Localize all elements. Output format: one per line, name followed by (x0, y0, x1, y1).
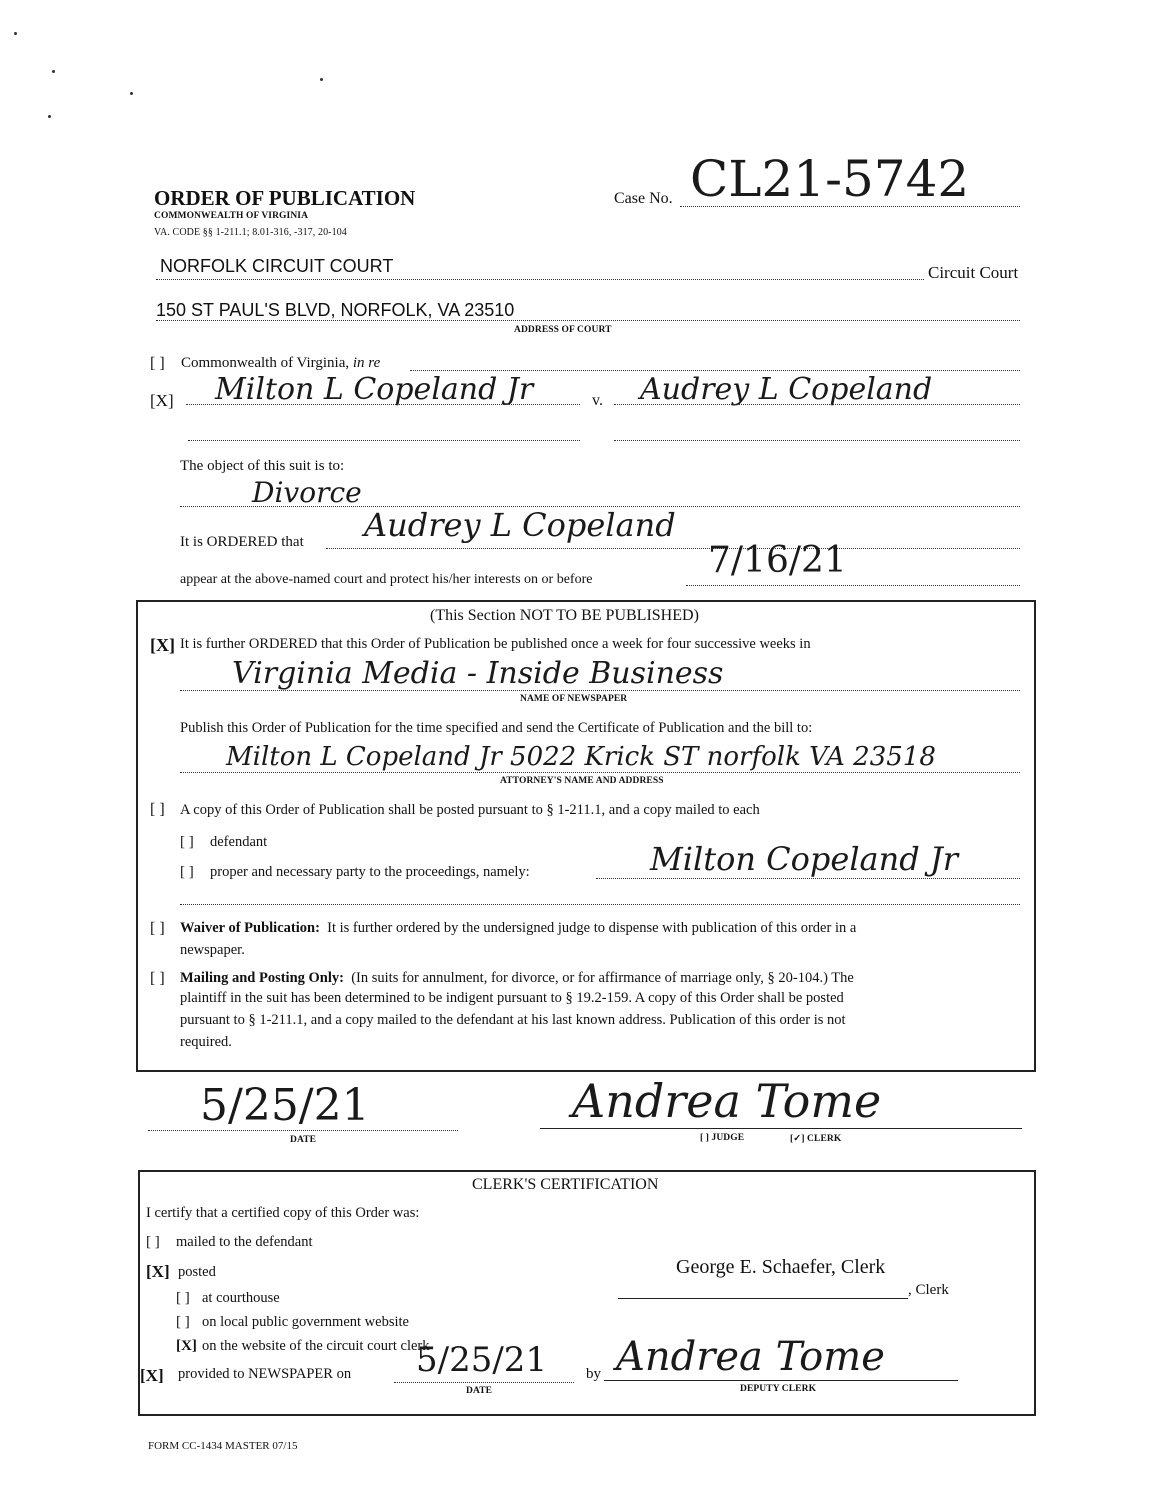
posted-mailed-checkbox[interactable]: [ ] (150, 801, 165, 818)
certification-intro: I certify that a certified copy of this Order was: (146, 1205, 420, 1221)
form-title: ORDER OF PUBLICATION (154, 186, 416, 210)
plaintiff-name: Milton L Copeland Jr (215, 372, 534, 407)
mailing-text-2: plaintiff in the suit has been determined to be indigent pursuant to § 19.2-159. A copy of this Order shall be posted (180, 990, 844, 1006)
gov-website-checkbox[interactable]: [ ] (176, 1314, 190, 1330)
courthouse-text: at courthouse (202, 1290, 280, 1306)
proper-party-name: Milton Copeland Jr (650, 840, 959, 878)
circuit-court-suffix: Circuit Court (928, 263, 1019, 282)
ordered-party-line (326, 548, 1020, 549)
clerk-name-line (618, 1298, 908, 1299)
object-label: The object of this suit is to: (180, 458, 345, 474)
mailed-checkbox[interactable]: [ ] (146, 1234, 160, 1250)
plaintiff-line-2 (188, 440, 580, 441)
circuit-website-text: on the website of the circuit court clerk (202, 1338, 430, 1354)
attorney-line (180, 772, 1020, 773)
defendant-line-2 (614, 440, 1020, 441)
waiver-text: It is further ordered by the undersigned judge to dispense with publication of this order in a (327, 920, 857, 936)
case-number: CL21-5742 (690, 150, 970, 208)
certification-heading: CLERK'S CERTIFICATION (472, 1176, 659, 1193)
scan-speck (130, 92, 133, 95)
mailing-text-4: required. (180, 1034, 232, 1050)
waiver-bold: Waiver of Publication: (180, 920, 320, 936)
court-address: 150 ST PAUL'S BLVD, NORFOLK, VA 23510 (156, 300, 515, 320)
newspaper-provided-checkbox[interactable]: [X] (140, 1366, 164, 1385)
object-value: Divorce (252, 476, 362, 509)
circuit-website-checkbox[interactable]: [X] (176, 1338, 197, 1354)
signature-line (540, 1128, 1022, 1129)
newspaper-label: NAME OF NEWSPAPER (520, 694, 628, 704)
form-number: FORM CC-1434 MASTER 07/15 (148, 1440, 298, 1452)
case-number-label: Case No. (614, 190, 673, 207)
va-code: VA. CODE §§ 1-211.1; 8.01-316, -317, 20-104 (154, 227, 347, 238)
defendant-line (614, 404, 1020, 405)
gov-website-text: on local public government website (202, 1314, 409, 1330)
deputy-signature-line (604, 1380, 958, 1381)
scan-speck (48, 115, 51, 118)
mailed-text: mailed to the defendant (176, 1234, 313, 1250)
scan-speck (14, 32, 17, 35)
newspaper-provided-date: 5/25/21 (416, 1340, 548, 1380)
in-re-label: in re (352, 355, 381, 371)
appear-date: 7/16/21 (708, 540, 847, 581)
newspaper-name: Virginia Media - Inside Business (232, 656, 724, 691)
waiver-line-1 (180, 920, 856, 937)
by-label: by (586, 1366, 601, 1382)
court-name-line (156, 279, 924, 280)
commonwealth-label: COMMONWEALTH OF VIRGINIA (154, 211, 309, 221)
appear-date-line (686, 585, 1020, 586)
attorney-name-address: Milton L Copeland Jr 5022 Krick ST norfolk VA 23518 (226, 742, 936, 772)
mailing-text-3: pursuant to § 1-211.1, and a copy mailed to the defendant at his last known address. Publication of this order is not (180, 1012, 846, 1028)
defendant-checkbox[interactable]: [ ] (180, 834, 194, 850)
proper-party-line (596, 878, 1020, 879)
attorney-label: ATTORNEY'S NAME AND ADDRESS (500, 776, 664, 786)
waiver-text-2: newspaper. (180, 942, 245, 958)
send-bill-text: Publish this Order of Publication for the time specified and send the Certificate of Publication and the bill to: (180, 720, 813, 736)
commonwealth-checkbox[interactable]: [ ] (150, 355, 165, 372)
posted-text: posted (178, 1264, 216, 1280)
mailing-checkbox[interactable]: [ ] (150, 970, 165, 987)
scan-speck (52, 70, 55, 73)
posted-mailed-text: A copy of this Order of Publication shall be posted pursuant to § 1-211.1, and a copy mailed to each (180, 802, 760, 818)
plaintiff-line (186, 404, 580, 405)
versus-checkbox[interactable]: [X] (150, 391, 174, 410)
further-ordered-text: It is further ORDERED that this Order of Publication be published once a week for four successive weeks in (180, 636, 811, 652)
address-of-court-label: ADDRESS OF COURT (514, 325, 612, 335)
newspaper-line (180, 690, 1020, 691)
not-published-heading: (This Section NOT TO BE PUBLISHED) (430, 607, 699, 624)
defendant-name: Audrey L Copeland (640, 372, 933, 407)
proper-party-checkbox[interactable]: [ ] (180, 864, 194, 880)
ordered-party: Audrey L Copeland (364, 506, 676, 544)
commonwealth-option-label (181, 355, 380, 372)
ordered-label: It is ORDERED that (180, 534, 304, 550)
clerk-name: George E. Schaefer, Clerk (676, 1256, 886, 1278)
order-date: 5/25/21 (200, 1080, 370, 1131)
newspaper-date-line (394, 1382, 574, 1383)
deputy-clerk-signature: Andrea Tome (616, 1334, 885, 1380)
clerk-suffix: , Clerk (908, 1282, 949, 1298)
appear-text: appear at the above-named court and protect his/her interests on or before (180, 572, 593, 587)
waiver-checkbox[interactable]: [ ] (150, 920, 165, 937)
judge-checkbox-label[interactable]: [ ] JUDGE (700, 1133, 745, 1143)
deputy-clerk-label: DEPUTY CLERK (740, 1384, 817, 1394)
posted-checkbox[interactable]: [X] (146, 1262, 170, 1281)
mailing-line-1 (180, 970, 854, 987)
scan-speck (320, 78, 323, 81)
commonwealth-option-text: Commonwealth of Virginia, (181, 355, 353, 371)
newspaper-provided-text: provided to NEWSPAPER on (178, 1366, 352, 1382)
clerk-checkbox-label[interactable]: [✓] CLERK (790, 1134, 842, 1144)
judge-clerk-signature: Andrea Tome (572, 1074, 882, 1128)
newspaper-date-label: DATE (466, 1386, 493, 1396)
order-date-line (148, 1130, 458, 1131)
court-name: NORFOLK CIRCUIT COURT (160, 256, 394, 276)
further-ordered-checkbox[interactable]: [X] (150, 635, 175, 655)
proper-party-text: proper and necessary party to the proceedings, namely: (210, 864, 530, 880)
mailing-bold: Mailing and Posting Only: (180, 970, 344, 986)
versus-label: v. (592, 392, 603, 409)
proper-party-line-2 (180, 904, 1020, 905)
defendant-option-text: defendant (210, 834, 268, 850)
mailing-text-1: (In suits for annulment, for divorce, or for affirmance of marriage only, § 20-104.) The (351, 970, 854, 986)
courthouse-checkbox[interactable]: [ ] (176, 1290, 190, 1306)
in-re-line (410, 370, 1020, 371)
order-date-label: DATE (290, 1135, 317, 1145)
court-address-line (156, 320, 1020, 321)
